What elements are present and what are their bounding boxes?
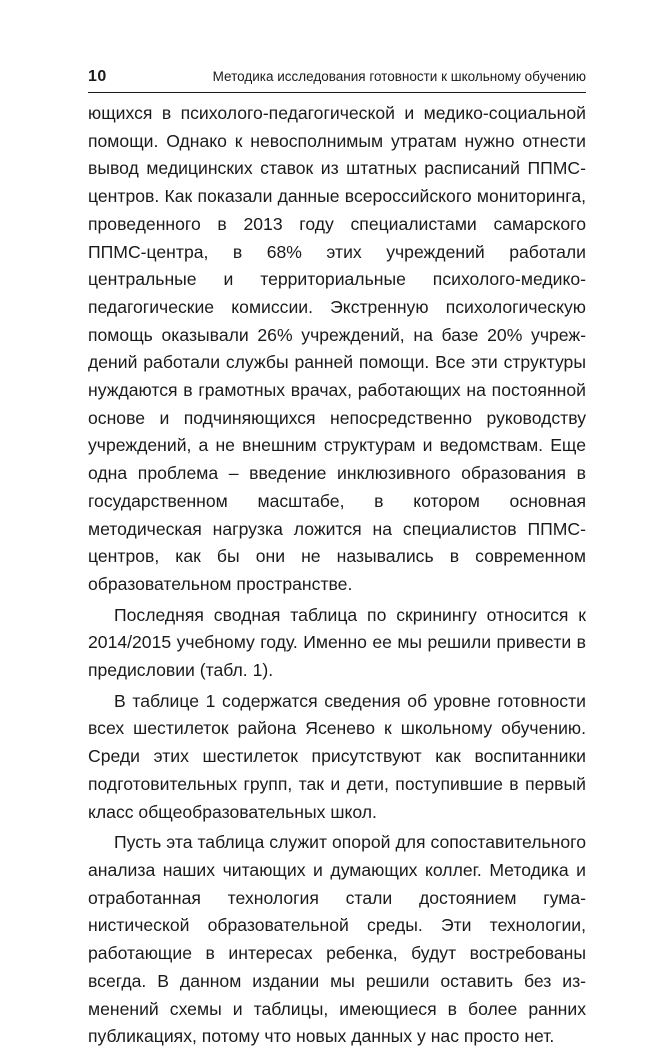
page-header [88,68,586,90]
paragraph-1: ющихся в психолого-педагогической и медико-социальной помощи. Однако к невосполнимым утратам нужно отнести вывод медицинских ставок из штатных расписаний ППМС-центров. Как показали данные всероссийского мониторинга, проведенного в 2013 году специалистами самарского ППМС-центра, в 68% этих учреждений работали центральные и территориальные психолого-медико-педагогические комиссии. Экстренную психологическую помощь оказывали 26% учреждений, на базе 20% учреждений работали службы ранней помощи. Все эти структуры нуждаются в грамотных врачах, работающих на постоянной основе и подчиняющихся непосредственно руководству учреждений, а не внешним структурам и ведомствам. Еще одна проблема – введение инклюзивного образования в государственном масштабе, в котором основная методическая нагрузка ложится на специалистов ППМС-центров, как бы они не назывались в современном образовательном пространстве. [88,103,586,594]
paragraph-4: Пусть эта таблица служит опорой для сопоставительного анализа наших читающих и думающих коллег. Методика и отработанная технология стали достоянием гуманистической образовательной среды. Эти технологии, работающие в интересах ребенка, будут востребованы всегда. В данном издании мы решили оставить без изменений схемы и таблицы, имеющиеся в более ранних публикациях, потому что новых данных у нас просто нет. [88,832,586,1047]
paragraph-2: Последняя сводная таблица по скринингу относится к 2014/2015 учебному году. Именно ее мы решили привести в предисловии (табл. 1). [88,604,586,681]
page-number: 10 [88,68,107,85]
paragraph-3: В таблице 1 содержатся сведения об уровне готовности всех шестилеток района Ясенево к школьному обучению. Среди этих шестилеток присутствуют как воспитанники подготовительных групп, так и дети, поступившие в первый класс общеобразовательных школ. [88,690,586,822]
running-title: Методика исследования готовности к школьному обучению [212,69,586,84]
body-text [88,100,586,1051]
header-divider [88,92,586,93]
